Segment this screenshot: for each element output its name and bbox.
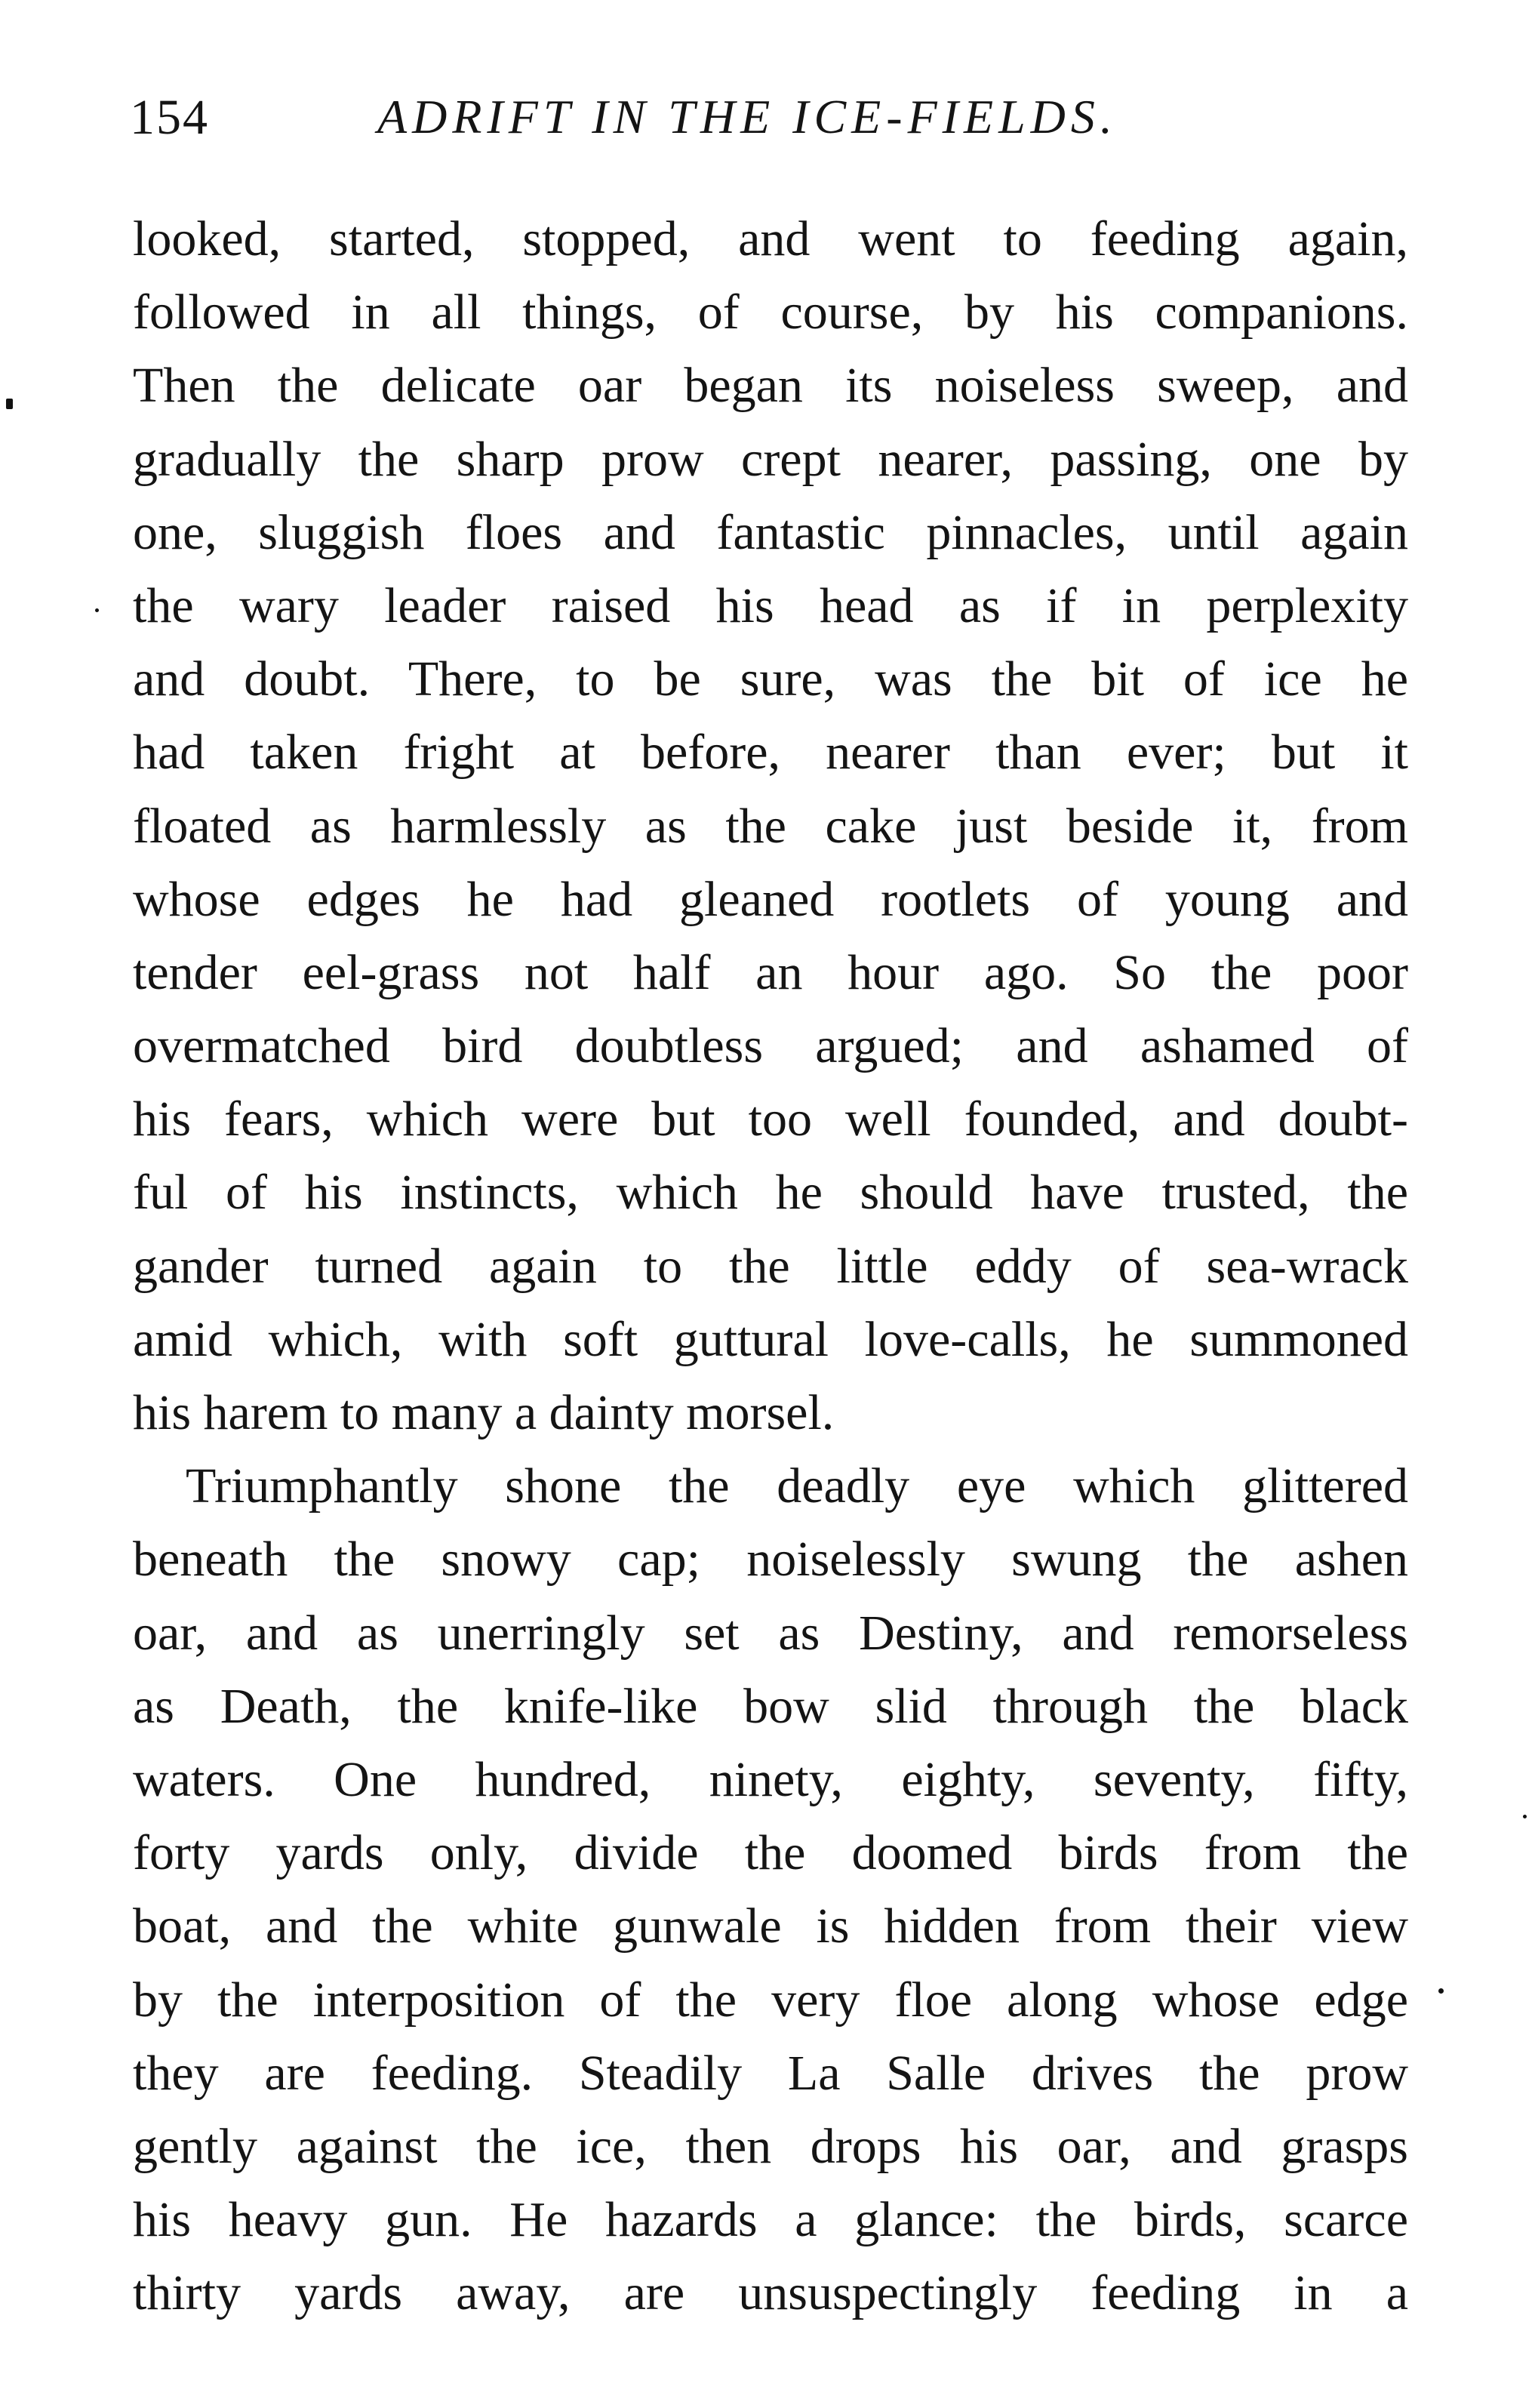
text-line: thirty yards away, are unsuspectingly feeding in a <box>133 2265 1408 2321</box>
text-line: forty yards only, divide the doomed birds from the <box>133 1825 1408 1881</box>
text-line: they are feeding. Steadily La Salle drives the prow <box>133 2045 1408 2101</box>
text-line: overmatched bird doubtless argued; and ashamed of <box>133 1018 1408 1074</box>
text-line: Then the delicate oar began its noiseless sweep, and <box>133 358 1408 414</box>
text-line: oar, and as unerringly set as Destiny, and remorseless <box>133 1605 1408 1661</box>
text-line: gander turned again to the little eddy of sea-wrack <box>133 1238 1408 1294</box>
page-header <box>0 89 1535 165</box>
text-line: and doubt. There, to be sure, was the bit of ice he <box>133 651 1408 707</box>
text-line: followed in all things, of course, by his companions. <box>133 285 1408 340</box>
text-line: gradually the sharp prow crept nearer, passing, one by <box>133 431 1408 487</box>
text-line: tender eel-grass not half an hour ago. So the poor <box>133 944 1408 1000</box>
text-line: one, sluggish floes and fantastic pinnacles, until again <box>133 504 1408 560</box>
text-line: floated as harmlessly as the cake just beside it, from <box>133 798 1408 854</box>
text-line: waters. One hundred, ninety, eighty, seventy, fifty, <box>133 1751 1408 1807</box>
speck-mark <box>1523 1815 1527 1818</box>
text-line: whose edges he had gleaned rootlets of young and <box>133 871 1408 927</box>
speck-mark <box>95 608 99 612</box>
text-line: amid which, with soft guttural love-calls, he summoned <box>133 1311 1408 1367</box>
speck-mark <box>6 399 13 409</box>
text-line: beneath the snowy cap; noiselessly swung the ashen <box>133 1532 1408 1587</box>
text-line: gently against the ice, then drops his oar, and grasps <box>133 2118 1408 2174</box>
text-line: Triumphantly shone the deadly eye which glittered <box>186 1458 1408 1514</box>
text-line: had taken fright at before, nearer than ever; but it <box>133 725 1408 781</box>
text-line: his heavy gun. He hazards a glance: the birds, scarce <box>133 2192 1408 2248</box>
text-line: as Death, the knife-like bow slid through the black <box>133 1678 1408 1734</box>
running-title: ADRIFT IN THE ICE-FIELDS. <box>377 90 1118 143</box>
text-line: the wary leader raised his head as if in perplexity <box>133 577 1408 633</box>
text-line: boat, and the white gunwale is hidden from their view <box>133 1898 1408 1954</box>
body-text <box>133 202 1408 2329</box>
speck-mark <box>1438 1988 1444 1994</box>
text-line: looked, started, stopped, and went to feeding again, <box>133 211 1408 266</box>
text-line: his fears, which were but too well founded, and doubt- <box>133 1092 1408 1147</box>
text-line: ful of his instincts, which he should have trusted, the <box>133 1165 1408 1221</box>
text-line: his harem to many a dainty morsel. <box>133 1385 835 1440</box>
page-number: 154 <box>130 90 209 145</box>
text-line: by the interposition of the very floe along whose edge <box>133 1972 1408 2028</box>
